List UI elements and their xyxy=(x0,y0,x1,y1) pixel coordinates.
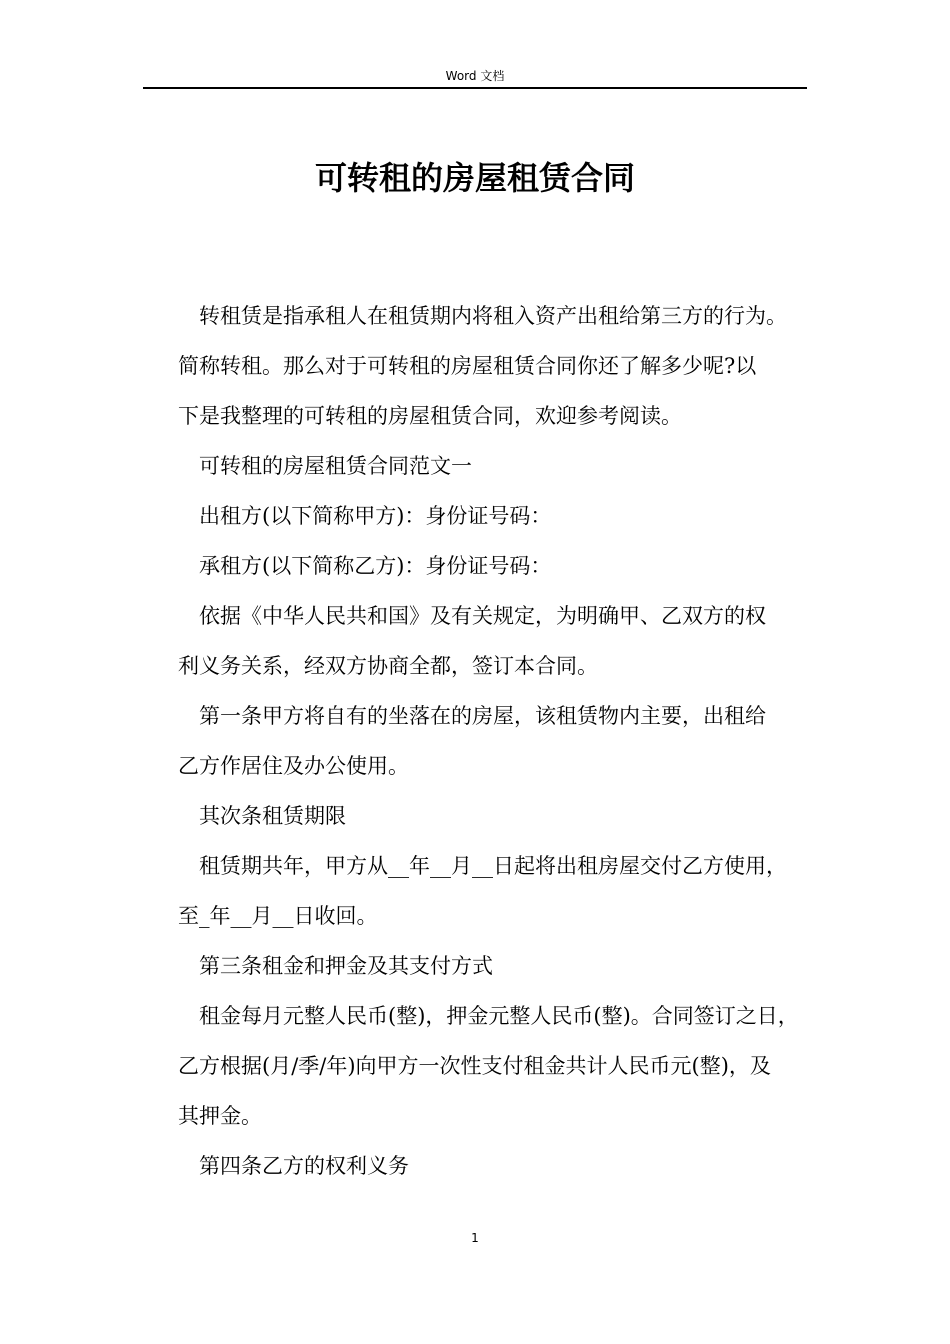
paragraph-line: 出租方(以下简称甲方)：身份证号码： xyxy=(199,504,552,528)
paragraph-line: 依据《中华人民共和国》及有关规定，为明确甲、乙双方的权 xyxy=(199,604,766,628)
paragraph-line: 其次条租赁期限 xyxy=(199,804,346,828)
paragraph-line: 第三条租金和押金及其支付方式 xyxy=(199,954,493,978)
paragraph-line: 乙方作居住及办公使用。 xyxy=(178,754,409,778)
document-body xyxy=(178,291,820,1191)
paragraph-line: 承租方(以下简称乙方)：身份证号码： xyxy=(199,554,552,578)
paragraph-line: 乙方根据(月/季/年)向甲方一次性支付租金共计人民币元(整)，及 xyxy=(178,1054,771,1078)
paragraph-line: 租赁期共年，甲方从__年__月__日起将出租房屋交付乙方使用， xyxy=(199,854,787,878)
paragraph-line: 第一条甲方将自有的坐落在的房屋，该租赁物内主要，出租给 xyxy=(199,704,766,728)
paragraph-line: 租金每月元整人民币(整)，押金元整人民币(整)。合同签订之日， xyxy=(199,1004,799,1028)
header-divider xyxy=(143,87,807,89)
paragraph-line: 可转租的房屋租赁合同范文一 xyxy=(199,454,472,478)
paragraph-line: 至_年__月__日收回。 xyxy=(178,904,378,928)
paragraph-line: 第四条乙方的权利义务 xyxy=(199,1154,409,1178)
page-header: Word 文档 xyxy=(445,69,505,83)
paragraph-line: 转租赁是指承租人在租赁期内将租入资产出租给第三方的行为。 xyxy=(199,304,787,328)
document-title: 可转租的房屋租赁合同 xyxy=(314,159,635,197)
paragraph-line: 下是我整理的可转租的房屋租赁合同，欢迎参考阅读。 xyxy=(178,404,682,428)
paragraph-line: 简称转租。那么对于可转租的房屋租赁合同你还了解多少呢?以 xyxy=(178,354,757,378)
page-number: 1 xyxy=(471,1231,479,1245)
paragraph-line: 其押金。 xyxy=(178,1104,262,1128)
paragraph-line: 利义务关系，经双方协商全都，签订本合同。 xyxy=(178,654,598,678)
